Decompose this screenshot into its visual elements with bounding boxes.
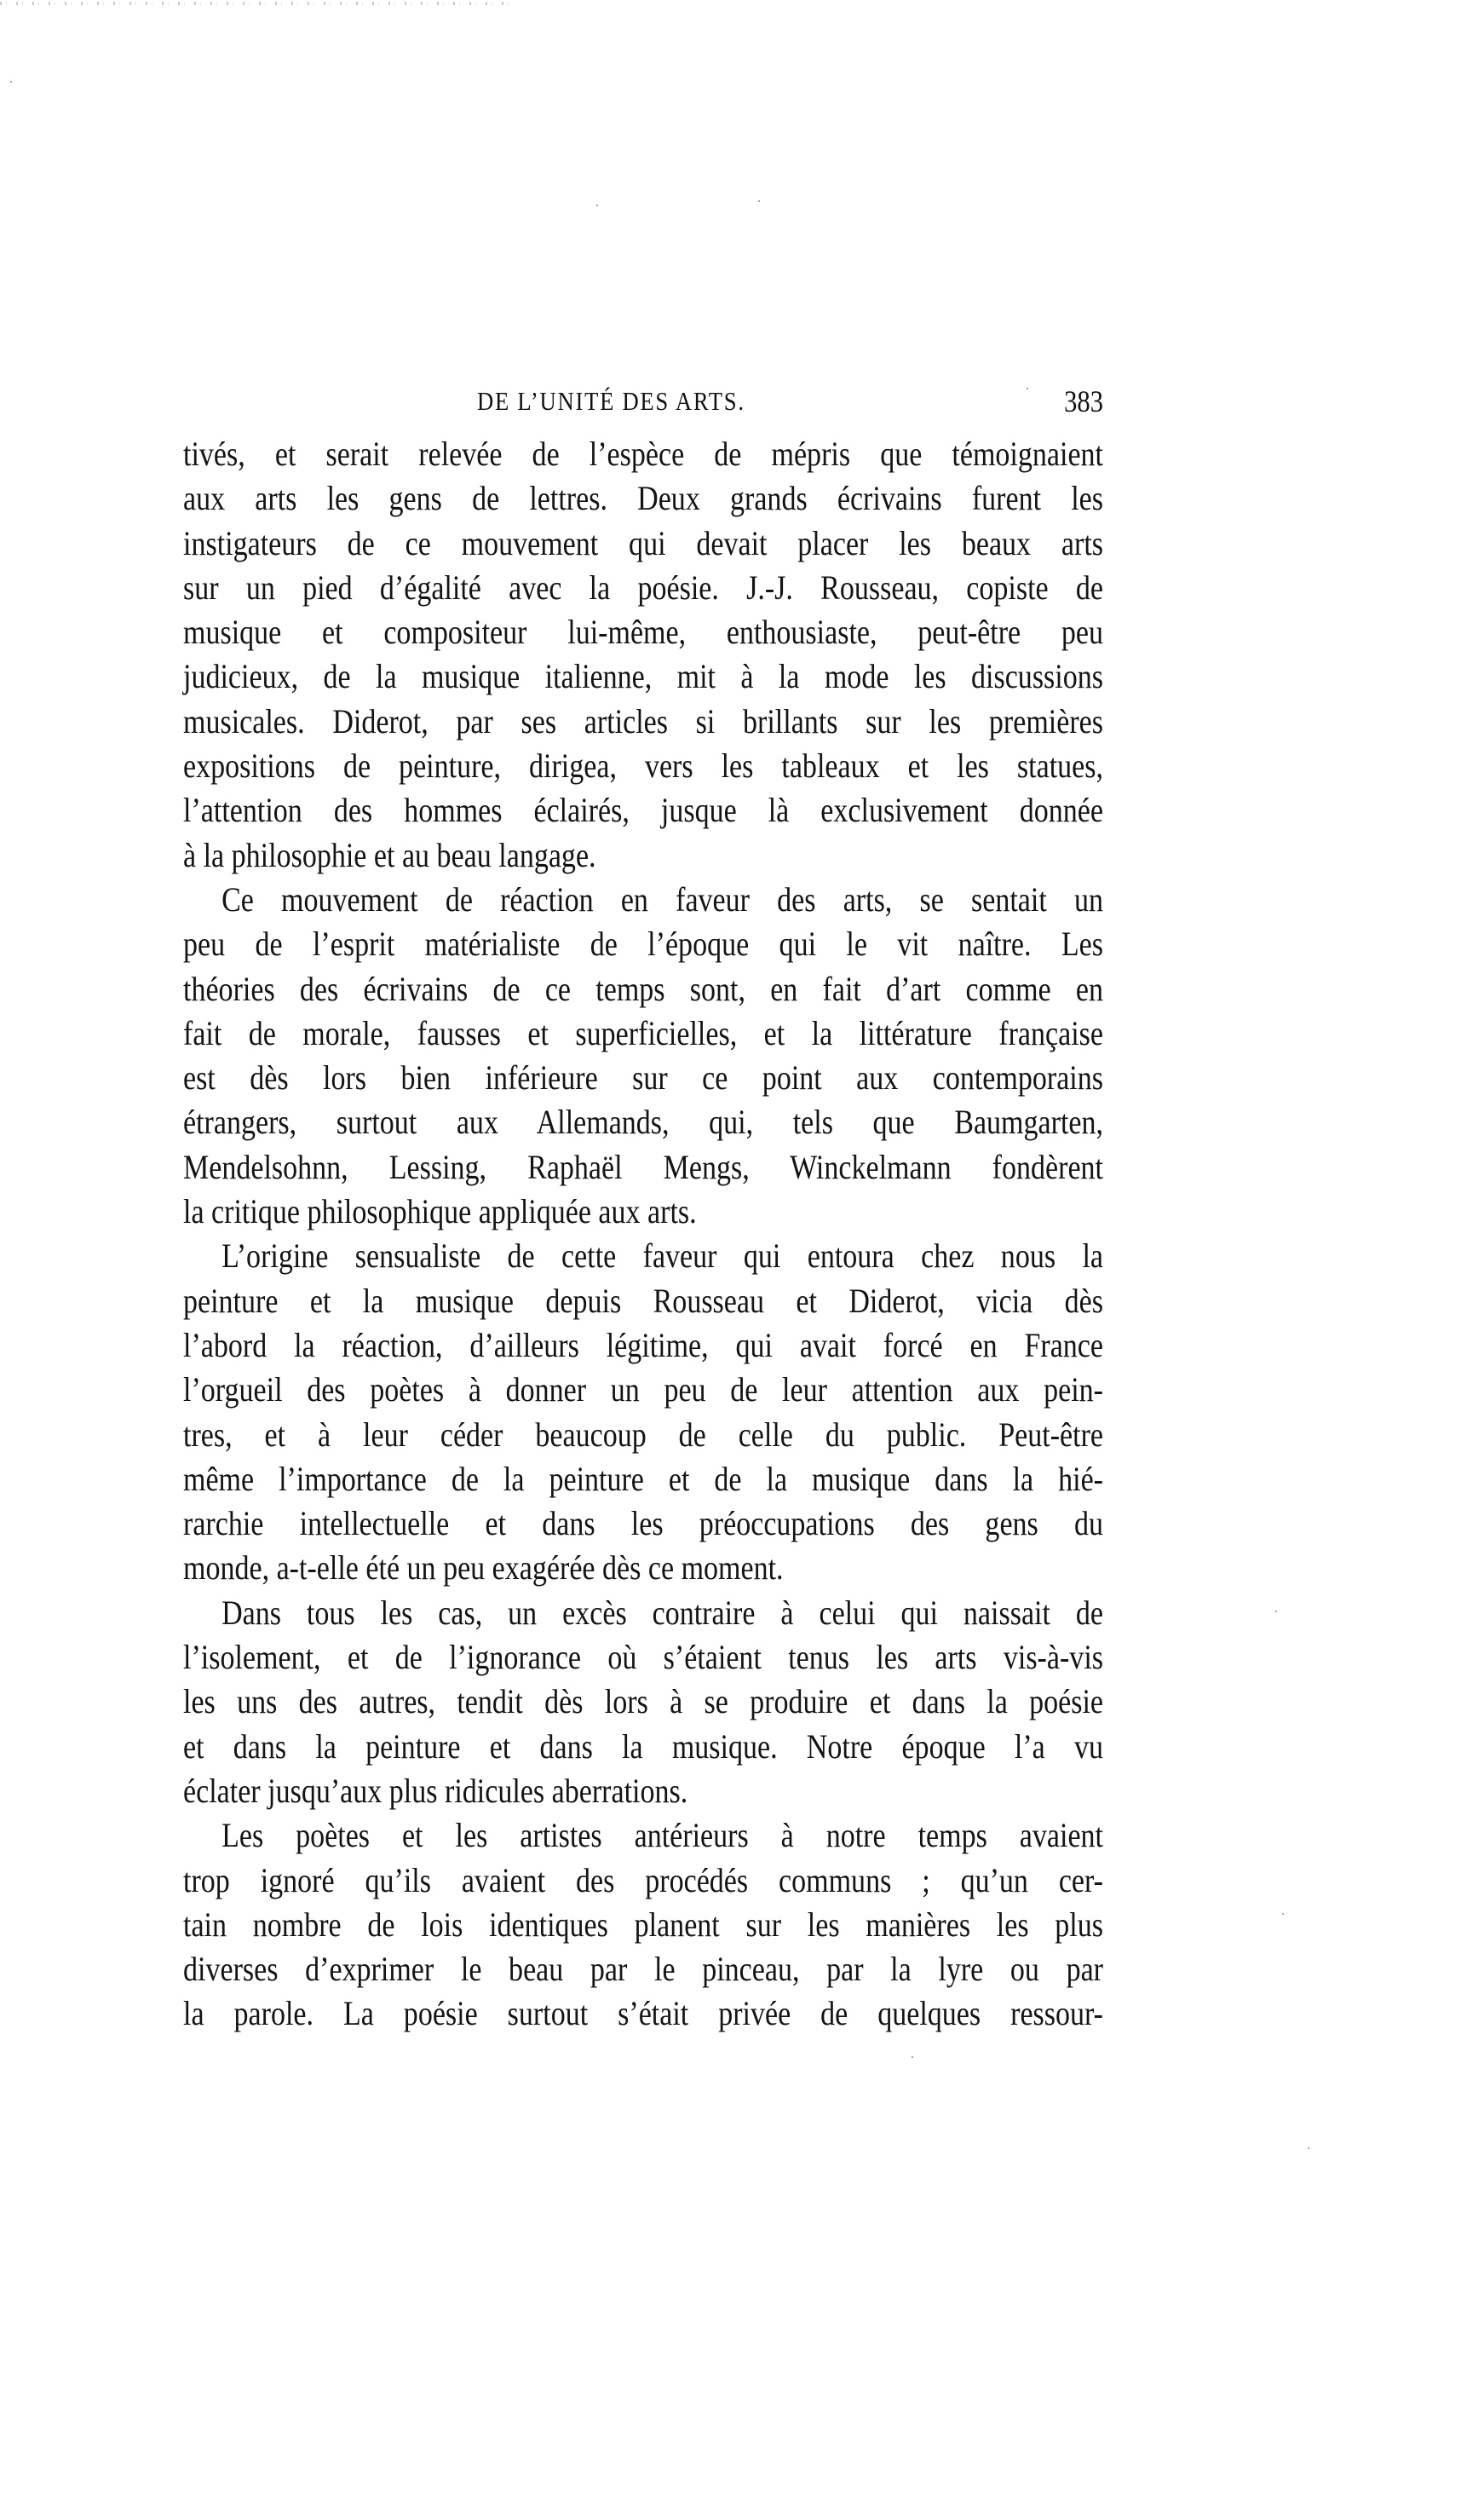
text-line: même l’importance de la peinture et de la musique dans la hié-	[183, 1459, 1104, 1498]
scan-speck	[758, 200, 760, 202]
text-line: tres, et à leur céder beaucoup de celle du public. Peut-être	[183, 1415, 1104, 1454]
text-line: étrangers, surtout aux Allemands, qui, tels que Baumgarten,	[183, 1103, 1104, 1142]
text-line: musique et compositeur lui-même, enthousiaste, peut-être peu	[183, 613, 1104, 652]
scan-speck	[1275, 1611, 1277, 1612]
text-line: est dès lors bien inférieure sur ce point aux contemporains	[183, 1058, 1104, 1098]
paragraph	[183, 432, 1103, 878]
running-title: DE L’UNITÉ DES ARTS.	[477, 386, 745, 416]
text-line: théories des écrivains de ce temps sont, en fait d’art comme en	[183, 969, 1104, 1008]
text-line: judicieux, de la musique italienne, mit à la mode les discussions	[183, 657, 1104, 696]
text-line: et dans la peinture et dans la musique. Notre époque l’a vu	[183, 1726, 1104, 1766]
text-line: éclater jusqu’aux plus ridicules aberrations.	[183, 1771, 688, 1810]
body-text	[183, 432, 1103, 2037]
text-line: les uns des autres, tendit dès lors à se produire et dans la poésie	[183, 1682, 1104, 1721]
text-line: instigateurs de ce mouvement qui devait placer les beaux arts	[183, 523, 1104, 562]
text-line: Ce mouvement de réaction en faveur des arts, se sentait un	[221, 879, 1104, 919]
paragraph	[183, 1591, 1103, 1813]
text-line: diverses d’exprimer le beau par le pinceau, par la lyre ou par	[183, 1950, 1104, 1989]
text-line: à la philosophie et au beau langage.	[183, 835, 596, 874]
text-line: peinture et la musique depuis Rousseau et Diderot, vicia dès	[183, 1281, 1104, 1320]
text-line: tain nombre de lois identiques planent sur les manières les plus	[183, 1905, 1104, 1944]
text-line: Dans tous les cas, un excès contraire à celui qui naissait de	[221, 1593, 1104, 1632]
text-line: musicales. Diderot, par ses articles si brillants sur les premières	[183, 701, 1104, 741]
text-line: L’origine sensualiste de cette faveur qui entoura chez nous la	[221, 1236, 1104, 1276]
text-line: aux arts les gens de lettres. Deux grands écrivains furent les	[183, 479, 1104, 518]
paragraph	[183, 878, 1103, 1234]
text-line: la parole. La poésie surtout s’était privée de quelques ressour-	[183, 1994, 1104, 2033]
scan-speck	[1282, 1913, 1284, 1915]
text-line: tivés, et serait relevée de l’espèce de mépris que témoignaient	[183, 435, 1104, 473]
paragraph	[183, 1813, 1103, 2036]
scan-artifact-edge	[0, 2, 511, 5]
text-line: sur un pied d’égalité avec la poésie. J.-J. Rousseau, copiste de	[183, 568, 1104, 607]
paragraph	[183, 1234, 1103, 1590]
text-line: l’abord la réaction, d’ailleurs légitime, qui avait forcé en France	[183, 1325, 1104, 1364]
text-line: l’attention des hommes éclairés, jusque là exclusivement donnée	[183, 791, 1104, 830]
scan-speck	[10, 81, 12, 83]
page-number: 383	[1064, 384, 1103, 418]
text-line: l’isolement, et de l’ignorance où s’étaient tenus les arts vis-à-vis	[183, 1638, 1104, 1677]
text-line: monde, a-t-elle été un peu exagérée dès ce moment.	[183, 1548, 784, 1588]
scan-speck	[1027, 388, 1028, 389]
scan-speck	[912, 2056, 913, 2058]
text-line: Mendelsohnn, Lessing, Raphaël Mengs, Winckelmann fondèrent	[183, 1147, 1104, 1186]
text-line: peu de l’esprit matérialiste de l’époque qui le vit naître. Les	[183, 925, 1104, 964]
text-line: rarchie intellectuelle et dans les préoccupations des gens du	[183, 1504, 1104, 1543]
text-line: l’orgueil des poètes à donner un peu de leur attention aux pein-	[183, 1370, 1104, 1409]
text-line: Les poètes et les artistes antérieurs à notre temps avaient	[221, 1816, 1104, 1855]
text-line: trop ignoré qu’ils avaient des procédés communs ; qu’un cer-	[183, 1860, 1104, 1899]
scan-speck	[1308, 2147, 1309, 2149]
text-line: la critique philosophique appliquée aux arts.	[183, 1192, 697, 1231]
scan-speck	[596, 205, 598, 206]
text-line: fait de morale, fausses et superficielles, et la littérature française	[183, 1013, 1104, 1052]
text-line: expositions de peinture, dirigea, vers les tableaux et les statues,	[183, 746, 1104, 786]
